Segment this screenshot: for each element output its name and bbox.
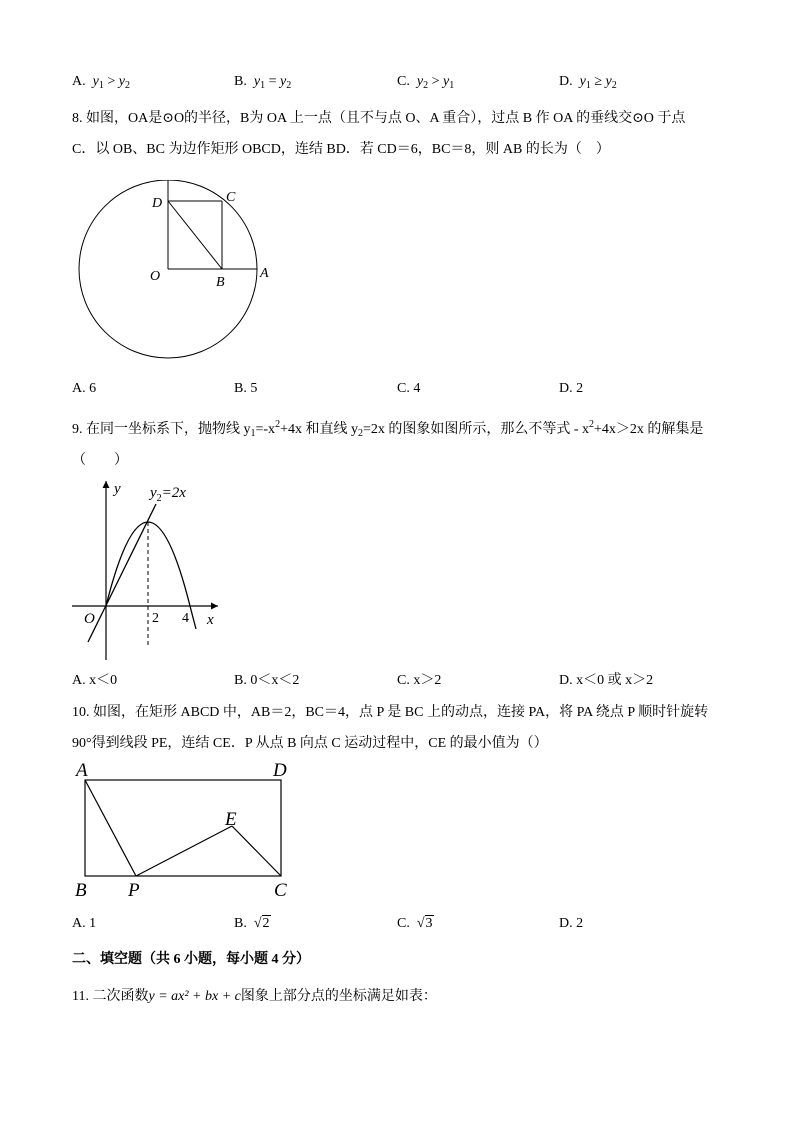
q9-stem-line2: （ ）	[72, 453, 128, 468]
q9-graph-figure	[66, 477, 236, 667]
q7-option-d: D. $y_1 \ge y_2$	[559, 74, 617, 91]
label-c: C	[226, 190, 236, 205]
line-y2	[88, 504, 156, 642]
q10-option-a: A. 1	[72, 916, 97, 931]
q9-option-b: B. 0＜x＜2	[234, 673, 300, 688]
q8-circle-figure	[78, 180, 288, 360]
rectangle-abcd	[85, 780, 281, 876]
label-x: x	[207, 612, 214, 628]
q8-option-c: C. 4	[397, 381, 421, 396]
q7-option-b: B. $y_1 = y_2$	[234, 74, 292, 91]
q10-option-d: D. 2	[559, 916, 584, 931]
q9-stem-line1: 9. 在同一坐标系下，抛物线 $y_1=-x^2+4x$ 和直线 $y_2=2x$ 的图象如图所示，那么不等式 - $x^2+4x>2x$ 的解集是	[72, 419, 704, 439]
segment-pa	[85, 780, 136, 876]
q8-stem-line1: 8. 如图，OA是⊙O的半径，B为 OA 上一点（且不与点 O、A 重合），过点 B 作 OA 的垂线交⊙O 于点	[72, 111, 686, 126]
label-y: y	[114, 481, 121, 497]
tick-4: 4	[182, 611, 189, 626]
q9-option-c: C. x＞2	[397, 673, 442, 688]
q9-option-d: D. x＜0 或 x＞2	[559, 673, 654, 688]
segment-pe	[136, 826, 232, 876]
label-d: D	[273, 760, 287, 781]
label-c: C	[274, 880, 287, 901]
segment-ce	[232, 826, 281, 876]
q8-option-a: A. 6	[72, 381, 97, 396]
q10-option-c: C. √3	[397, 916, 433, 931]
label-p: P	[128, 880, 140, 901]
label-b: B	[216, 275, 225, 290]
q7-option-c: C. $y_2 > y_1$	[397, 74, 455, 91]
q10-rectangle-figure	[72, 758, 302, 903]
q10-option-b: B. √2	[234, 916, 270, 931]
q8-option-d: D. 2	[559, 381, 584, 396]
label-a: A	[76, 760, 88, 781]
label-line: $y_2=2x$	[150, 485, 186, 504]
section-title-fill-in: 二、填空题（共 6 小题，每小题 4 分）	[72, 952, 310, 967]
label-e: E	[225, 809, 237, 830]
label-origin: O	[84, 611, 95, 627]
q9-option-a: A. x＜0	[72, 673, 118, 688]
label-b: B	[75, 880, 87, 901]
tick-2: 2	[152, 611, 159, 626]
q11-stem: 11. 二次函数y = ax² + bx + c图象上部分点的坐标满足如表：	[72, 989, 437, 1004]
q8-stem-line2: C．以 OB、BC 为边作矩形 OBCD，连结 BD．若 CD＝6，BC＝8，则 AB 的长为（ ）	[72, 142, 610, 157]
label-a: A	[260, 266, 269, 281]
label-d: D	[152, 196, 163, 211]
segment-bd	[168, 201, 222, 269]
q10-stem-line2: 90°得到线段 PE，连结 CE．P 从点 B 向点 C 运动过程中，CE 的最小值为（）	[72, 736, 548, 751]
q7-option-a: A. $y_1 > y_2$	[72, 74, 130, 91]
q10-stem-line1: 10. 如图，在矩形 ABCD 中，AB＝2，BC＝4，点 P 是 BC 上的动点，连接 PA，将 PA 绕点 P 顺时针旋转	[72, 705, 709, 720]
label-o: O	[150, 269, 161, 284]
q8-option-b: B. 5	[234, 381, 258, 396]
